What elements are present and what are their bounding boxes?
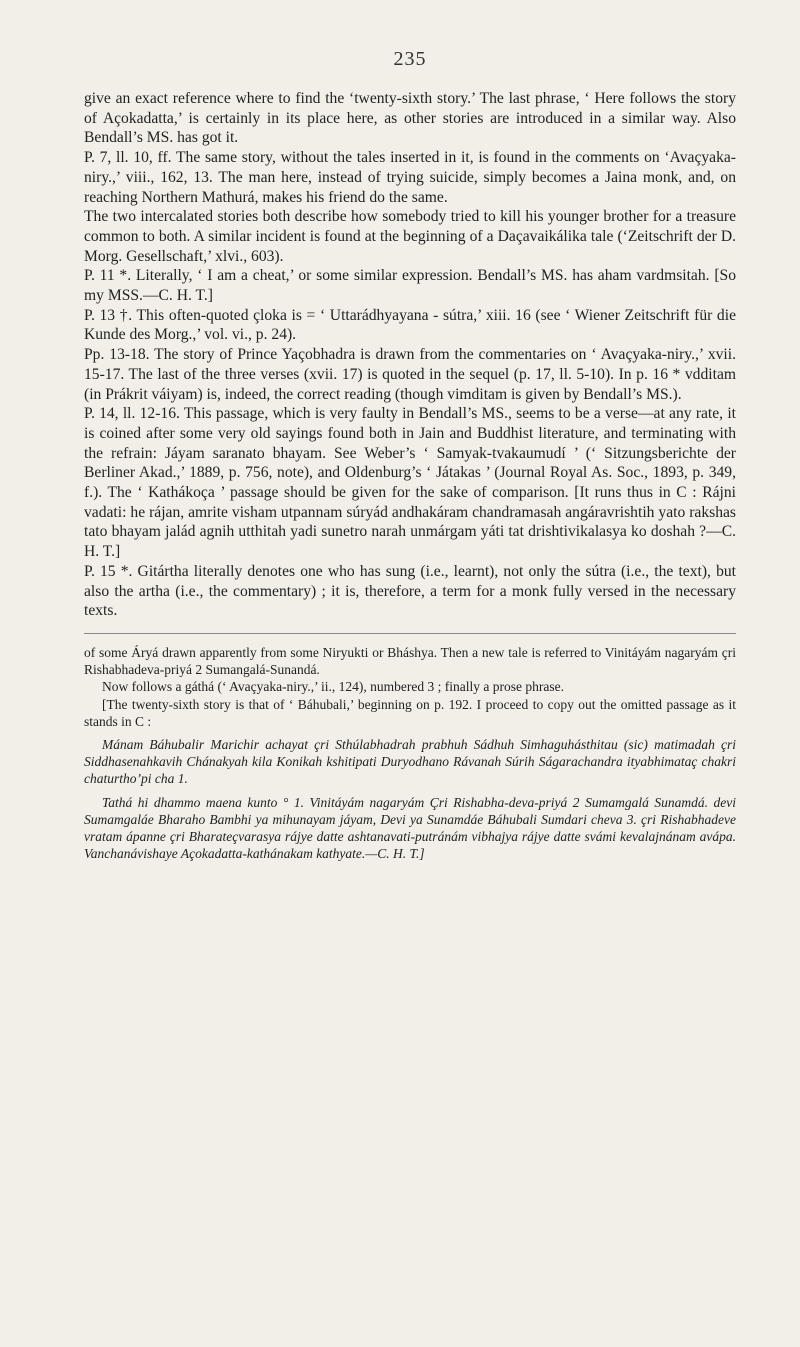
footnote-twenty-sixth-story: [The twenty-sixth story is that of ‘ Báhubali,’ beginning on p. 192. I proceed to copy out the omitted passage as it stands in C : — [84, 696, 736, 729]
footnote-divider — [84, 633, 736, 634]
paragraph-p14: P. 14, ll. 12-16. This passage, which is very faulty in Bendall’s MS., seems to be a verse—at any rate, it is coined after some very old sayings found both in Jain and Buddhist literature, and terminating with the refrain: Jáyam saranato bhayam. See Weber’s ‘ Samyak-tvakaumudí ’ (‘ Sitzungsberichte der Berliner Akad.,’ 1889, p. 756, note), and Oldenburg’s ‘ Játakas ’ (Journal Royal As. Soc., 1893, p. 349, f.). The ‘ Kathákoça ’ passage should be given for the sake of comparison. [It runs thus in C : Rájni vadati: he rájan, amrite visham utpannam súryád andhakáram chandramasah angáravrishtih yato rakshas tato bhayam jalád agnih utthitah yadi sunetro narah unmárgam yáti tat drishtivikalasya ko doshah ?—C. H. T.] — [84, 405, 736, 561]
paragraph-p7: P. 7, ll. 10, ff. The same story, without the tales inserted in it, is found in the comments on ‘Avaçyaka-niry.,’ viii., 162, 13. The man here, instead of trying suicide, simply becomes a Jaina monk, and, on reaching Northern Mathurá, makes his friend do the same. — [84, 149, 736, 206]
quote-prose: Tathá hi dhammo maena kunto ° 1. Vinitáyám nagaryám Çri Rishabha-deva-priyá 2 Sumamgalá Sunamdá. devi Sumamgaláe Bharaho Bambhi ya mihunayam jáyam, Devi ya Sunamdáe Báhubali Sumdari cheva 3. çri Rishabhadeve vratam ápanne çri Bharateçvarasya rájye datte ashtanavati-putránám vibhajya rájye datte svámi kevalajnánam avápa. Vanchanávishaye Açokadatta-kathánakam kathyate.—C. H. T.] — [84, 794, 736, 862]
paragraph-pp13-18: Pp. 13-18. The story of Prince Yaçobhadra is drawn from the commentaries on ‘ Avaçyaka-niry.,’ xvii. 15-17. The last of the three verses (xvii. 17) is quoted in the sequel (p. 17, ll. 5-10). In p. 16 * vdditam (in Prákrit váiyam) is, indeed, the correct reading (though vimditam is given by Bendall’s MS.). — [84, 346, 736, 403]
paragraph-p11: P. 11 *. Literally, ‘ I am a cheat,’ or some similar expression. Bendall’s MS. has aham vardmsitah. [So my MSS.—C. H. T.] — [84, 267, 736, 305]
page-number: 235 — [393, 48, 427, 70]
footnote-gatha: Now follows a gáthá (‘ Avaçyaka-niry.,’ ii., 124), numbered 3 ; finally a prose phrase. — [102, 679, 564, 695]
main-text — [84, 89, 736, 621]
paragraph-p15: P. 15 *. Gitártha literally denotes one who has sung (i.e., learnt), not only the sútra (i.e., the text), but also the artha (i.e., the commentary) ; it is, therefore, a term for a monk fully versed in the necessary texts. — [84, 562, 736, 620]
paragraph-p13: P. 13 †. This often-quoted çloka is = ‘ Uttarádhyayana - sútra,’ xiii. 16 (see ‘ Wiener Zeitschrift für die Kunde des Morg.,’ vol. vi., p. 24). — [84, 306, 736, 344]
paragraph-intercalated-stories: The two intercalated stories both describe how somebody tried to kill his younger brother for a treasure common to both. A similar incident is found at the beginning of a Daçavaikálika tale (‘Zeitschrift der D. Morg. Gesellschaft,’ xlvi., 603). — [84, 208, 736, 265]
paragraph-continuation: give an exact reference where to find the ‘twenty-sixth story.’ The last phrase, ‘ Here follows the story of Açokadatta,’ is certainly in its place here, as other stories are introduced in a similar way. Also Bendall’s MS. has got it. — [84, 90, 736, 147]
quote-verse: Mánam Báhubalir Marichir achayat çri Sthúlabhadrah prabhuh Sádhuh Simhaguhásthitau (sic) matimadah çri Siddhasenahkavih Chánakyah kila Konikah kshitipati Duryodhano Rávanah Súrih Ságarachandra ityabhimataç chakri chaturtho’pi cha 1. — [84, 737, 736, 787]
footnotes — [84, 644, 736, 862]
footnote-continuation: of some Áryá drawn apparently from some Niryukti or Bháshya. Then a new tale is referred to Vinitáyám nagaryám çri Rishabhadeva-priyá 2 Sumangalá-Sunandá. — [84, 644, 736, 678]
